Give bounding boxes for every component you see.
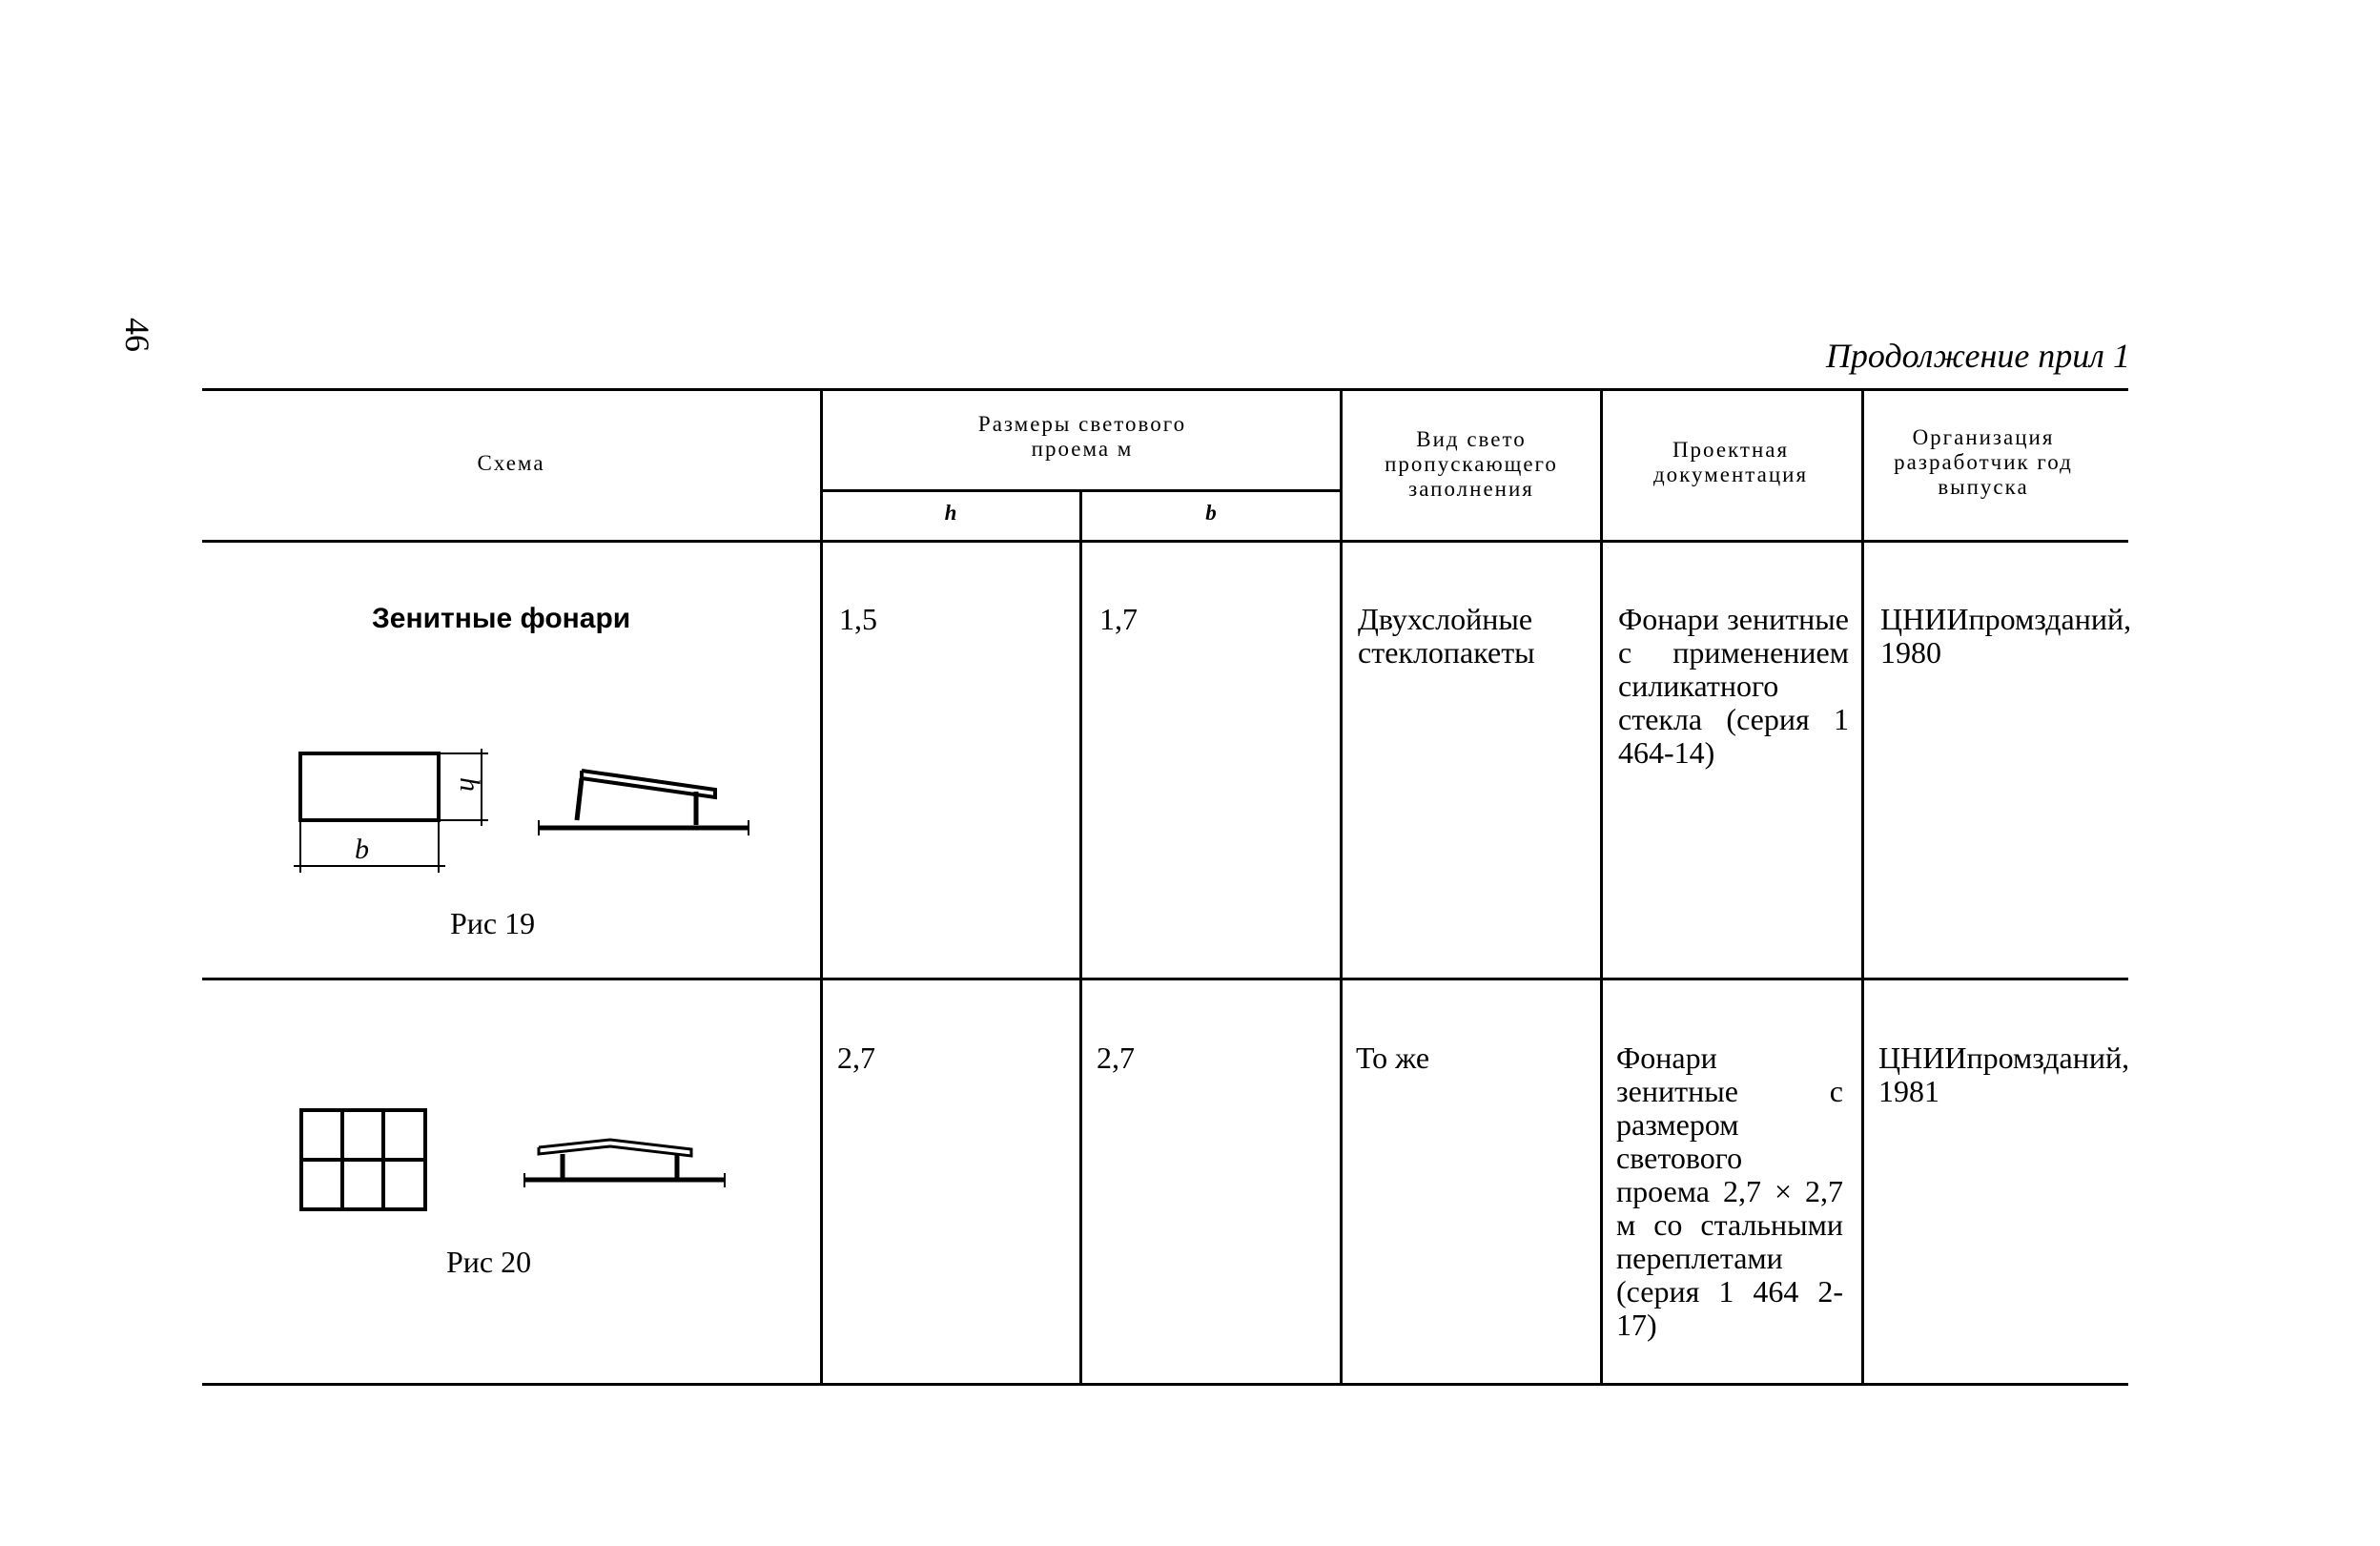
header-scheme: Схема: [477, 451, 545, 475]
column-divider: [1340, 388, 1343, 1386]
cell-h: 1,5: [839, 602, 877, 636]
header-documentation: Проектная документация: [1652, 438, 1809, 486]
table-bottom-rule: [202, 1383, 2128, 1386]
header-h: h: [944, 501, 957, 525]
header-organization: Организация разработчик год выпуска: [1894, 425, 2073, 499]
header-fill-type: Вид свето пропускающего заполнения: [1385, 427, 1558, 501]
column-divider: [1600, 388, 1603, 1386]
cell-documentation: Фонари зенитные с применением силикатного стекла (серия 1 464-14): [1618, 602, 1849, 770]
row-divider: [202, 978, 2128, 980]
header-opening-size: Размеры светового проема м: [977, 412, 1187, 461]
grid-plan-drawing: [298, 1106, 431, 1213]
cell-b: 1,7: [1099, 602, 1138, 636]
column-divider: [820, 388, 823, 1386]
header-bottom-rule: [202, 540, 2128, 543]
continuation-label: Продолжение прил 1: [1825, 337, 2130, 375]
cell-h: 2,7: [837, 1041, 875, 1075]
page-number: 46: [118, 318, 156, 352]
cell-fill: Двухслойные стеклопакеты: [1358, 602, 1535, 670]
cell-organization: ЦНИИпромзданий, 1981: [1878, 1041, 2130, 1108]
section-drawing-20: [520, 1130, 729, 1197]
figure-caption: Рис 20: [446, 1245, 532, 1279]
table-top-rule: [202, 388, 2128, 391]
cell-fill: То же: [1356, 1041, 1430, 1075]
header-b: b: [1205, 501, 1217, 525]
column-divider: [1861, 388, 1864, 1386]
plan-drawing: [286, 744, 501, 877]
dim-h-label: h: [454, 777, 485, 792]
cell-organization: ЦНИИпромзданий, 1980: [1880, 602, 2132, 670]
cell-documentation: Фонари зенитные с размером светового проема 2,7 × 2,7 м со стальными переплетами (серия 1 464 2-17): [1616, 1041, 1843, 1342]
dim-b-label: b: [355, 834, 369, 865]
column-divider: [1079, 489, 1082, 1386]
section-title: Зенитные фонари: [372, 603, 631, 634]
section-drawing-19: [534, 753, 753, 839]
figure-caption: Рис 19: [450, 906, 536, 940]
cell-b: 2,7: [1097, 1041, 1135, 1075]
